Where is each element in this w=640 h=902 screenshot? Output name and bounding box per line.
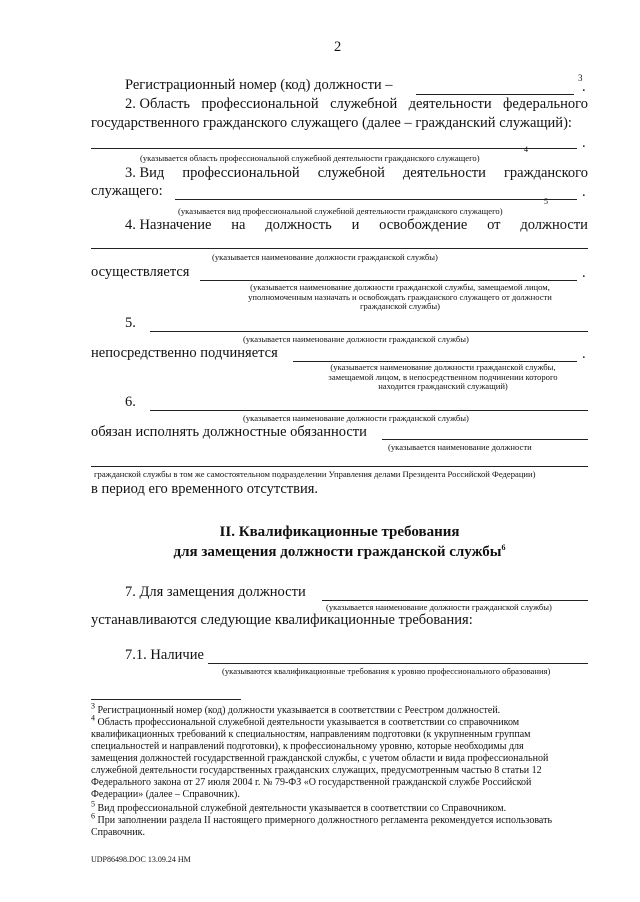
item3-word: деятельности: [402, 165, 486, 181]
footnote-4-line: Федерального закона от 27 июля 2004 г. № 79-ФЗ «О государственной гражданской службе Российской: [91, 777, 532, 788]
item5-hint1: (указывается наименование должности гражданской службы): [243, 334, 469, 344]
item6-hint1: (указывается наименование должности гражданской службы): [243, 413, 469, 423]
item4-hint2-line: гражданской службы): [359, 301, 441, 312]
item5-fill-line-1: [150, 331, 588, 332]
footnote-6-line: [91, 811, 553, 826]
footnote-4-line: служебной деятельности государственных гражданских служащих, предусмотренным частью 8 статьи 12: [91, 765, 542, 776]
item7-hint: (указывается наименование должности гражданской службы): [326, 602, 552, 612]
item6-fill-line-3: [91, 466, 588, 467]
item6-label2: обязан исполнять должностные обязанности: [91, 424, 367, 440]
item7-line2: устанавливаются следующие квалификационные требования:: [91, 612, 473, 628]
footnote-4-mark: 4: [91, 713, 95, 723]
item5-hint2-line: замещаемой лицом, в непосредственном подчинении которого: [328, 371, 558, 382]
footnote-4-line: квалификационных требований к специальностям, направлениям подготовки (к укрупненным группам: [91, 729, 531, 740]
item4-hint2: [205, 283, 595, 312]
item2-line2: государственного гражданского служащего (далее – гражданский служащий):: [91, 115, 572, 131]
item2-line1: [125, 97, 588, 112]
item4-line1: [125, 218, 588, 233]
item2-hint: (указывается область профессиональной служебной деятельности гражданского служащего): [140, 153, 480, 163]
footnote-5: [91, 799, 507, 814]
item3-word: гражданского: [503, 165, 588, 181]
item2-word: профессиональной: [201, 96, 319, 112]
footnote-5-mark: 5: [91, 799, 95, 809]
item6-fill-line-2: [382, 439, 588, 440]
reg-number-end: .: [582, 79, 586, 95]
item71-label: 7.1. Наличие: [125, 647, 204, 663]
item4-word: 4. Назначение: [125, 217, 212, 233]
item4-end: .: [582, 265, 586, 281]
item71-hint: (указываются квалификационные требования к уровню профессионального образования): [222, 666, 551, 676]
item4-word: должности: [520, 217, 588, 233]
item5-hint2-line: находится гражданский служащий): [378, 381, 508, 392]
section2-title: [91, 523, 588, 562]
item2-word: 2. Область: [125, 96, 191, 112]
reg-number-line: [416, 94, 574, 95]
item5-hint2: [298, 363, 588, 392]
footnote-4-line: замещения должностей государственной гражданской службы, с учетом области и вида профессиональной: [91, 753, 549, 764]
footnote-ref-4: 4: [524, 145, 528, 154]
item2-end: .: [582, 135, 586, 151]
footnote-3-text: Регистрационный номер (код) должности указывается в соответствии с Реестром должностей.: [97, 705, 501, 716]
item7-label: 7. Для замещения должности: [125, 584, 306, 600]
item6-hint3: гражданской службы в том же самостоятельном подразделении Управления делами Президента Российской Федерации): [94, 469, 536, 479]
item5-end: .: [582, 346, 586, 362]
item4-label2: осуществляется: [91, 264, 190, 280]
item6-fill-line-1: [150, 410, 588, 411]
item4-hint1: (указывается наименование должности гражданской службы): [212, 252, 438, 262]
item4-fill-line-1: [91, 248, 588, 249]
footnote-6-mark: 6: [91, 811, 95, 821]
footnote-4-line: [91, 713, 520, 728]
page-number: 2: [334, 39, 342, 55]
item2-fill-line: [91, 148, 577, 149]
footnote-ref-6: 6: [501, 542, 506, 552]
item4-word: на: [231, 217, 246, 233]
item5-label2: непосредственно подчиняется: [91, 345, 278, 361]
item3-word: профессиональной: [182, 165, 300, 181]
item71-fill-line: [208, 663, 588, 664]
footnote-ref-5: 5: [544, 197, 548, 206]
section2-title-line2-text: для замещения должности гражданской службы: [173, 543, 502, 560]
reg-number-label: Регистрационный номер (код) должности –: [125, 77, 393, 93]
item3-line1: [125, 166, 588, 181]
item4-word: от: [487, 217, 501, 233]
footnote-separator: [91, 699, 241, 700]
footnote-4-line: специальностей и направлений подготовки), к профессиональному уровню, которые необходимы для: [91, 741, 524, 752]
item5-label: 5.: [125, 315, 136, 331]
footnote-5-text: Вид профессиональной служебной деятельности указывается в соответствии со Справочником.: [97, 803, 507, 814]
item3-hint: (указывается вид профессиональной служебной деятельности гражданского служащего): [178, 206, 503, 216]
item2-word: федерального: [502, 96, 588, 112]
item4-word: и: [351, 217, 360, 233]
item6-tail: в период его временного отсутствия.: [91, 481, 319, 497]
item4-hint2-line: уполномоченным назначать и освобождать гражданского служащего от должности: [248, 291, 552, 302]
item2-word: деятельности: [408, 96, 492, 112]
item4-fill-line-2: [200, 280, 577, 281]
item6-hint2: (указывается наименование должности: [388, 442, 532, 452]
item2-word: служебной: [330, 96, 398, 112]
item3-word: служебной: [317, 165, 385, 181]
footnote-6-text: При заполнении раздела II настоящего примерного должностного регламента рекомендуется использовать: [97, 815, 553, 826]
footnote-6-line: Справочник.: [91, 827, 145, 838]
item3-fill-line: [175, 199, 577, 200]
footnote-3: [91, 701, 501, 716]
item4-hint2-line: (указывается наименование должности гражданской службы, замещаемой лицом,: [250, 282, 550, 292]
item7-fill-line: [322, 600, 588, 601]
footnote-4-text: Область профессиональной служебной деятельности указывается в соответствии со справочником: [97, 717, 520, 728]
item4-word: должность: [265, 217, 332, 233]
item3-word: 3. Вид: [125, 165, 165, 181]
section2-title-line2: [91, 543, 588, 563]
document-code: UDP86498.DOC 13.09.24 НМ: [91, 855, 191, 864]
footnote-4-line: Федерации» (далее – Справочник).: [91, 789, 240, 800]
item6-label: 6.: [125, 394, 136, 410]
item3-end: .: [582, 184, 586, 200]
item5-hint2-line: (указывается наименование должности гражданской службы,: [330, 362, 556, 372]
footnote-3-mark: 3: [91, 701, 95, 711]
item3-line2: служащего:: [91, 183, 163, 199]
section2-title-line1: II. Квалификационные требования: [219, 524, 460, 540]
item4-word: освобождение: [379, 217, 468, 233]
footnote-ref-3: 3: [578, 73, 583, 83]
